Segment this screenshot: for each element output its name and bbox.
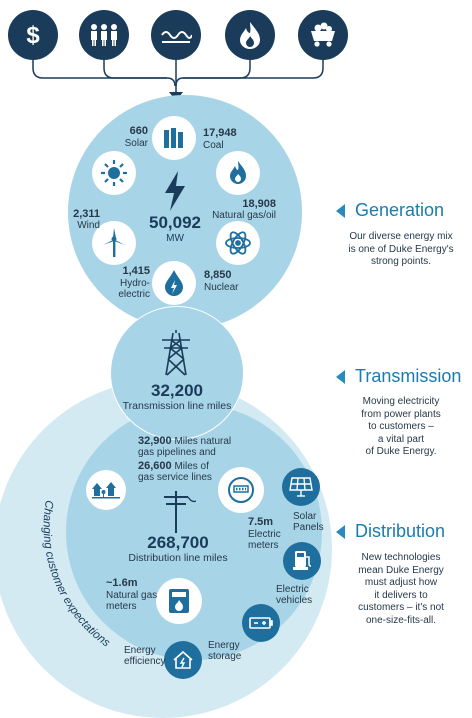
generation-unit: MW [166,233,184,244]
distribution-description [336,552,466,627]
transmission-heading [336,366,461,387]
coal-value: 17,948 [203,127,237,139]
distribution-label: Distribution line miles [128,552,228,564]
hydro-value: 1,415 [122,265,150,277]
solar-panels-label-1: Solar [293,511,317,522]
generation-desc-line: Our diverse energy mix [349,231,453,242]
changing-expectations-arc [0,380,340,692]
gas-label: Natural gas/oil [212,210,276,221]
pipelines-value: 32,900 [138,435,172,447]
transmission-value: 32,200 [151,381,203,400]
transmission-desc-line: to customers – [368,421,434,432]
sun-icon [92,151,136,195]
arc-label-text: Changing customer expectations [40,499,112,650]
solar-label: Solar [124,138,148,149]
solar-panels-label-2: Panels [293,522,324,533]
service-label-1: Miles of [174,461,209,472]
water-icon [151,10,201,60]
hydro-label-2: electric [118,289,150,300]
electric-vehicles-label-2: vehicles [276,595,313,606]
transmission-desc-line: a vital part [377,433,425,445]
service-label-2: gas service lines [138,472,212,483]
hydro-label-1: Hydro- [119,278,150,289]
distribution-desc-line: one-size-fits-all. [365,614,437,626]
energy-storage-label-2: storage [208,651,242,662]
transmission-desc-line: Moving electricity [362,396,440,407]
distribution-desc-line: New technologies [361,552,441,563]
gas-meters-value: ~1.6m [106,577,138,589]
coal-label: Coal [203,140,224,151]
distribution-arrow-icon [336,525,345,539]
coal-cart-icon [298,10,348,60]
coal-plant-icon [152,116,196,160]
atom-icon [216,221,260,265]
distribution-desc-line: customers – it's not [358,602,444,613]
svg-text:Changing customer expectations [41,499,112,649]
distribution-title: Distribution [355,521,446,541]
gas-flame-icon [216,151,260,195]
transmission-desc-line: of Duke Energy. [365,446,437,457]
gas-value: 18,908 [242,198,276,210]
wind-label: Wind [77,220,100,231]
generation-desc-line: is one of Duke Energy's [348,243,454,255]
flame-icon [225,10,275,60]
generation-title: Generation [355,200,445,220]
solar-value: 660 [129,125,148,137]
water-drop-icon [152,261,196,305]
generation-heading [336,200,444,221]
generation-arrow-icon [336,204,345,218]
generation-desc-line: strong points. [370,256,432,267]
distribution-heading [336,521,445,542]
distribution-value: 268,700 [147,533,209,552]
distribution-desc-line: must adjust how [364,577,438,588]
svg-text:$: $ [26,22,40,49]
electric-meters-value: 7.5m [248,516,274,528]
energy-efficiency-label-1: Energy [124,645,156,656]
generation-total: 50,092 [149,213,201,232]
transmission-tower-icon [162,329,190,377]
people-icon [79,10,129,60]
pipelines-label-1: Miles natural [174,436,232,447]
lightning-icon [162,171,188,211]
transmission-description [336,396,466,459]
transmission-desc-line: from power plants [361,408,441,420]
gas-meters-label-1: Natural gas [106,590,158,601]
dollar-icon [8,10,58,60]
transmission-label: Transmission line miles [122,400,232,412]
pipelines-label-2: gas pipelines and [138,447,216,458]
wind-value: 2,311 [73,208,100,220]
energy-storage-label-1: Energy [208,640,240,651]
transmission-title: Transmission [355,366,462,386]
service-value: 26,600 [138,460,172,472]
electric-meters-label-1: Electric [248,529,281,540]
distribution-desc-line: it delivers to [374,589,428,601]
energy-efficiency-label-2: efficiency [124,656,166,667]
nuclear-value: 8,850 [204,269,232,281]
electric-meters-label-2: meters [248,540,279,551]
gas-meters-label-2: meters [106,601,137,612]
electric-vehicles-label-1: Electric [276,584,309,595]
nuclear-label: Nuclear [204,282,239,293]
generation-description [336,231,466,269]
transmission-arrow-icon [336,370,345,384]
distribution-desc-line: mean Duke Energy [358,564,444,576]
